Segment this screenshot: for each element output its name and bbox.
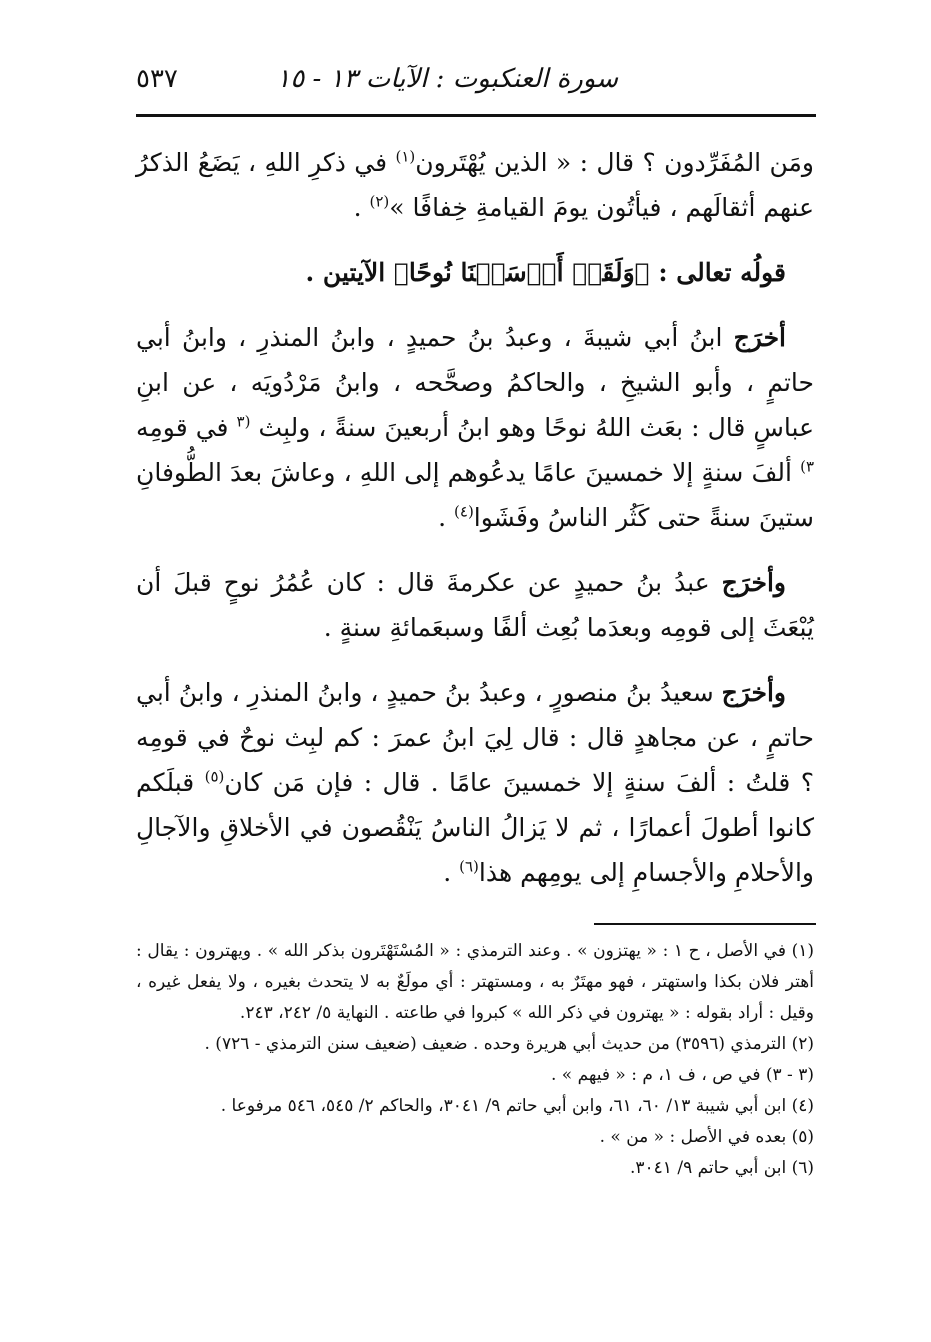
footnote-marker: (٣: [236, 412, 251, 431]
running-title: سورة العنكبوت : الآيات ١٣ - ١٥: [276, 64, 618, 94]
text-run: ألفَ سنةٍ إلا خمسينَ عامًا يدعُوهم إلى اللهِ ، وعاشَ بعدَ الطُّوفانِ ستينَ سنةً حتى كَثُر الناسُ وفَشَوا: [136, 458, 814, 532]
heading-rest: الآيتين .: [305, 258, 394, 287]
footnote-item: (٣ - ٣) في ص ، ف ١، م : « فيهم » .: [550, 1065, 814, 1085]
paragraph-ibn-abbas: [136, 315, 814, 540]
text-run: قبلَكم كانوا أطولَ أعمارًا ، ثم لا يَزالُ الناسُ يَنْقُصون في الأخلاقِ والآجالِ والأحلامِ والأجسامِ إلى يومِهم هذا: [136, 768, 814, 887]
paragraph-mujahid: [136, 670, 814, 895]
footnote-item: (٥) بعده في الأصل : « من » .: [599, 1127, 814, 1147]
text-run: في قومِه: [136, 413, 237, 442]
paragraph-lead: وأخرَج: [721, 568, 786, 597]
footnote-marker: (٥): [204, 767, 225, 786]
main-text: [136, 140, 814, 895]
footnote-marker: (٢): [369, 192, 390, 211]
footnote-marker: (٦): [459, 857, 479, 876]
footnote-item: (١) في الأصل ، ح ١ : « يهتزون » . وعند الترمذي : « المُسْتَهْتَرون بذكر الله » . ويهترون : يقال : أهتر فلان بكذا واستهتر ، فهو مهتَرٌ به ، ومستهتر : أي مولَعٌ به لا يتحدث بغيره ، ولا يفعل غيره ، وقيل : أراد بقوله : « يهترون في ذكر الله » كبروا في طاعته . النهاية ٥/ ٢٤٢، ٢٤٣.: [136, 941, 814, 1023]
paragraph-ikrima: [136, 560, 814, 650]
text-run: .: [353, 193, 370, 222]
footnote-item: (٤) ابن أبي شيبة ١٣/ ٦٠، ٦١، وابن أبي حاتم ٩/ ٣٠٤١، والحاكم ٢/ ٥٤٥، ٥٤٦ مرفوعا .: [220, 1096, 814, 1116]
text-run: ابنُ أبي شيبةَ ، وعبدُ بنُ حميدٍ ، وابنُ المنذرِ ، وابنُ أبي حاتمٍ ، وأبو الشيخِ ، والحاكمُ وصحَّحه ، وابنُ مَرْدُويَه ، عن ابنِ عباسٍ قال : بعَث اللهُ نوحًا وهو ابنُ أربعينَ سنةً ، ولبِث: [136, 323, 814, 442]
verse-heading: [136, 250, 814, 295]
spacer: [136, 650, 814, 670]
footnote-marker: (١): [395, 147, 416, 166]
footnote-item: (٦) ابن أبي حاتم ٩/ ٣٠٤١.: [629, 1158, 814, 1178]
spacer: [136, 230, 814, 250]
text-run: في ذكرِ اللهِ ، يَضَعُ الذكرُ عنهم أثقالَهم ، فيأتُون يومَ القيامةِ خِفافًا »: [136, 148, 814, 222]
page-number: ٥٣٧: [136, 64, 178, 94]
footnote-rule: [594, 923, 816, 925]
text-run: .: [438, 503, 455, 532]
paragraph-lead: وأخرَج: [721, 678, 786, 707]
footnote-item: (٢) الترمذي (٣٥٩٦) من حديث أبي هريرة وحده . ضعيف (ضعيف سنن الترمذي - ٧٢٦) .: [204, 1034, 814, 1054]
footnote-marker: (٤): [454, 502, 474, 521]
text-run: سعيدُ بنُ منصورٍ ، وعبدُ بنُ حميدٍ ، وابنُ المنذرِ ، وابنُ أبي حاتمٍ ، عن مجاهدٍ قال : قال لِيَ ابنُ عمرَ : كم لبِث نوحٌ في قومِه ؟ قلتُ : ألفَ سنةٍ إلا خمسينَ عامًا . قال : فإن مَن كان: [136, 678, 814, 797]
footnotes: [136, 936, 814, 1184]
spacer: [136, 540, 814, 560]
paragraph-lead: أخرَج: [733, 323, 786, 352]
page-header: [136, 58, 814, 108]
heading-lead: قولُه تعالى :: [649, 258, 786, 287]
footnote-marker: ٣): [800, 457, 814, 476]
quran-verse: ﴿وَلَقَدۡ أَرۡسَلۡنَا نُوحًا﴾: [393, 258, 650, 287]
text-run: عبدُ بنُ حميدٍ عن عكرمةَ قال : كان عُمُرُ نوحٍ قبلَ أن يُبْعَثَ إلى قومِه وبعدَما بُعِث ألفًا وسبعَمائةِ سنةٍ .: [136, 568, 814, 642]
spacer: [136, 295, 814, 315]
paragraph-hadith: [136, 140, 814, 230]
text-run: ومَن المُفَرِّدون ؟ قال : « الذين يُهْتَرون: [415, 148, 814, 177]
text-run: .: [443, 858, 460, 887]
header-rule: [136, 114, 816, 117]
